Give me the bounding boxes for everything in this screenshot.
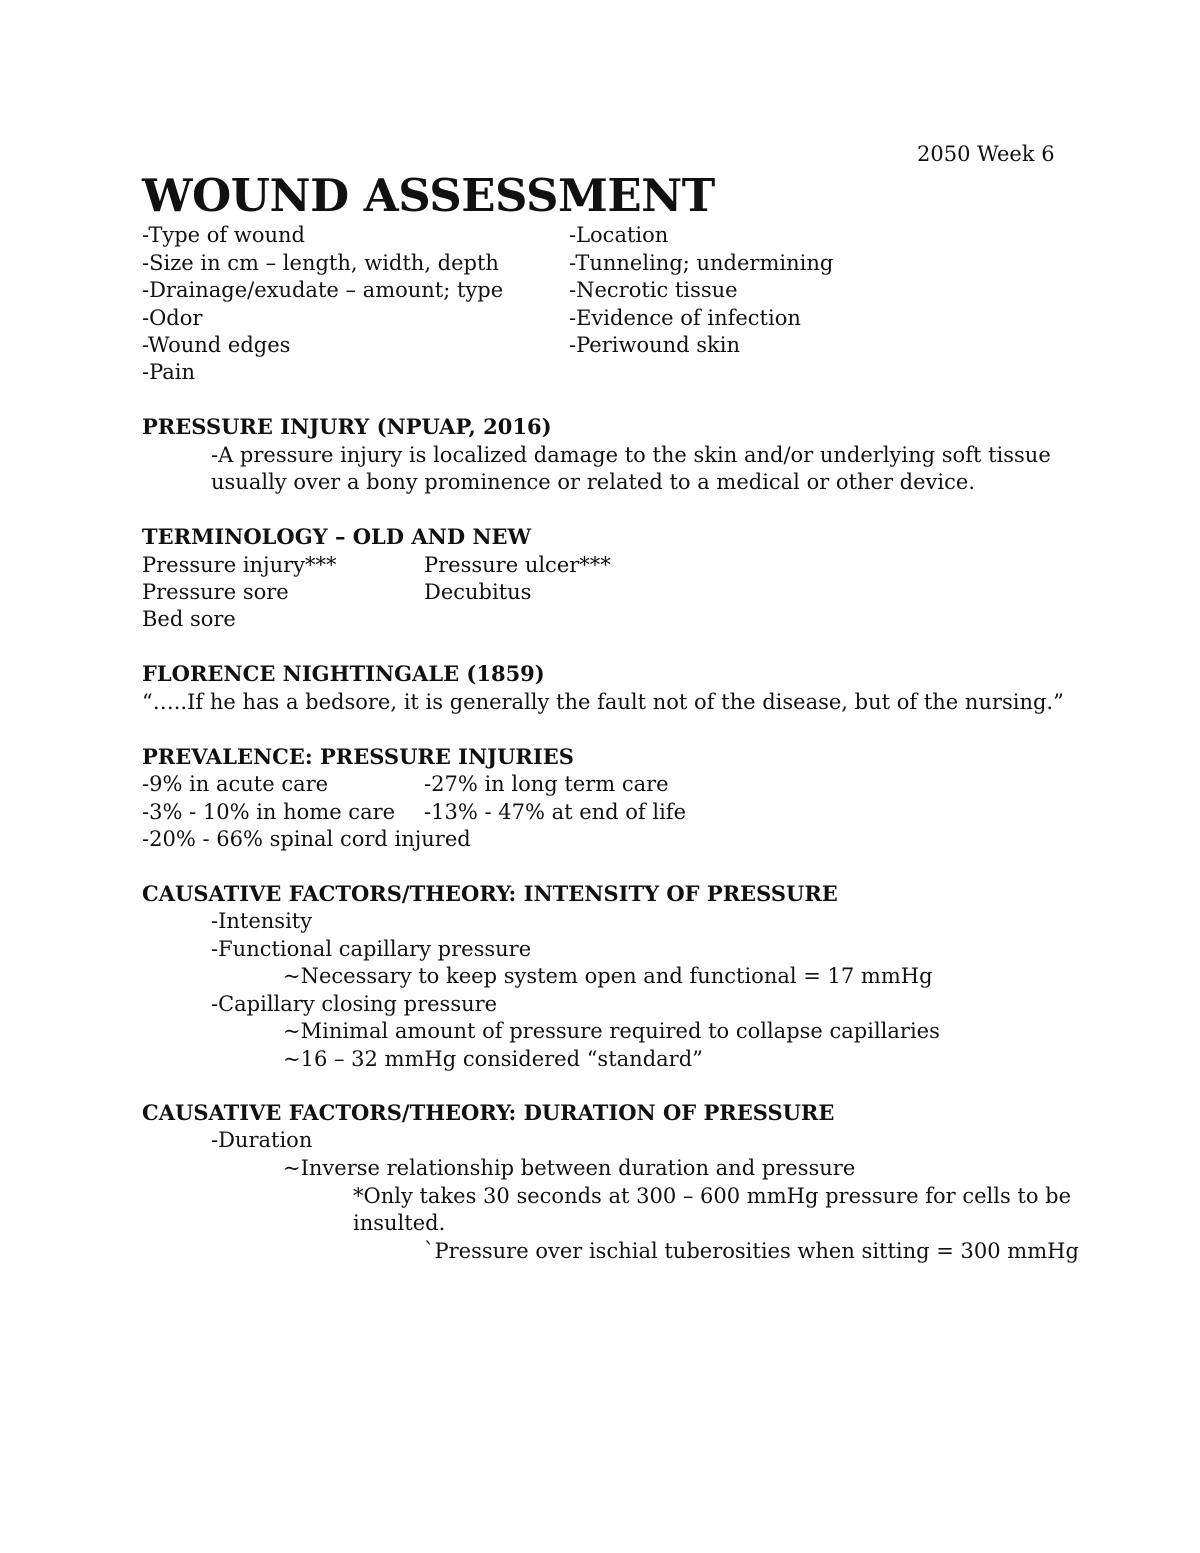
term-item: Pressure injury*** [142,553,337,577]
assessment-item: -Type of wound [142,223,305,247]
term-item: Decubitus [424,580,532,604]
section-heading-terminology: TERMINOLOGY – OLD AND NEW [142,524,532,549]
intensity-line: ~Minimal amount of pressure required to collapse capillaries [283,1019,940,1043]
duration-line: ~Inverse relationship between duration and pressure [283,1156,856,1180]
prevalence-item: -13% - 47% at end of life [424,800,686,824]
intensity-line: -Capillary closing pressure [211,992,498,1016]
intensity-line: -Intensity [211,909,313,933]
duration-line: `Pressure over ischial tuberosities when sitting = 300 mmHg [424,1239,1079,1263]
page-title: WOUND ASSESSMENT [142,169,715,222]
duration-line: -Duration [211,1128,313,1152]
term-item: Pressure sore [142,580,289,604]
definition-line: -A pressure injury is localized damage to the skin and/or underlying soft tissue [211,443,1051,467]
assessment-item: -Tunneling; undermining [569,251,834,275]
intensity-line: ~16 – 32 mmHg considered “standard” [283,1047,703,1071]
assessment-item: -Necrotic tissue [569,278,738,302]
section-heading-prevalence: PREVALENCE: PRESSURE INJURIES [142,744,574,769]
prevalence-item: -27% in long term care [424,772,669,796]
nightingale-quote: “…..If he has a bedsore, it is generally the fault not of the disease, but of the nursing.” [142,690,1064,714]
assessment-item: -Pain [142,360,196,384]
assessment-item: -Location [569,223,669,247]
intensity-line: -Functional capillary pressure [211,937,532,961]
assessment-item: -Odor [142,306,203,330]
duration-line: insulted. [353,1211,446,1235]
term-item: Pressure ulcer*** [424,553,611,577]
prevalence-item: -20% - 66% spinal cord injured [142,827,471,851]
section-heading-duration: CAUSATIVE FACTORS/THEORY: DURATION OF PRESSURE [142,1100,835,1125]
definition-line: usually over a bony prominence or related to a medical or other device. [211,470,975,494]
section-heading-pressure-injury: PRESSURE INJURY (NPUAP, 2016) [142,414,552,439]
prevalence-item: -9% in acute care [142,772,329,796]
assessment-item: -Size in cm – length, width, depth [142,251,499,275]
prevalence-item: -3% - 10% in home care [142,800,396,824]
assessment-item: -Wound edges [142,333,291,357]
week-label: 2050 Week 6 [917,142,1055,166]
intensity-line: ~Necessary to keep system open and functional = 17 mmHg [283,964,933,988]
section-heading-intensity: CAUSATIVE FACTORS/THEORY: INTENSITY OF PRESSURE [142,881,838,906]
section-heading-nightingale: FLORENCE NIGHTINGALE (1859) [142,661,545,686]
assessment-item: -Evidence of infection [569,306,801,330]
duration-line: *Only takes 30 seconds at 300 – 600 mmHg pressure for cells to be [353,1184,1072,1208]
term-item: Bed sore [142,607,236,631]
assessment-item: -Drainage/exudate – amount; type [142,278,504,302]
assessment-item: -Periwound skin [569,333,740,357]
